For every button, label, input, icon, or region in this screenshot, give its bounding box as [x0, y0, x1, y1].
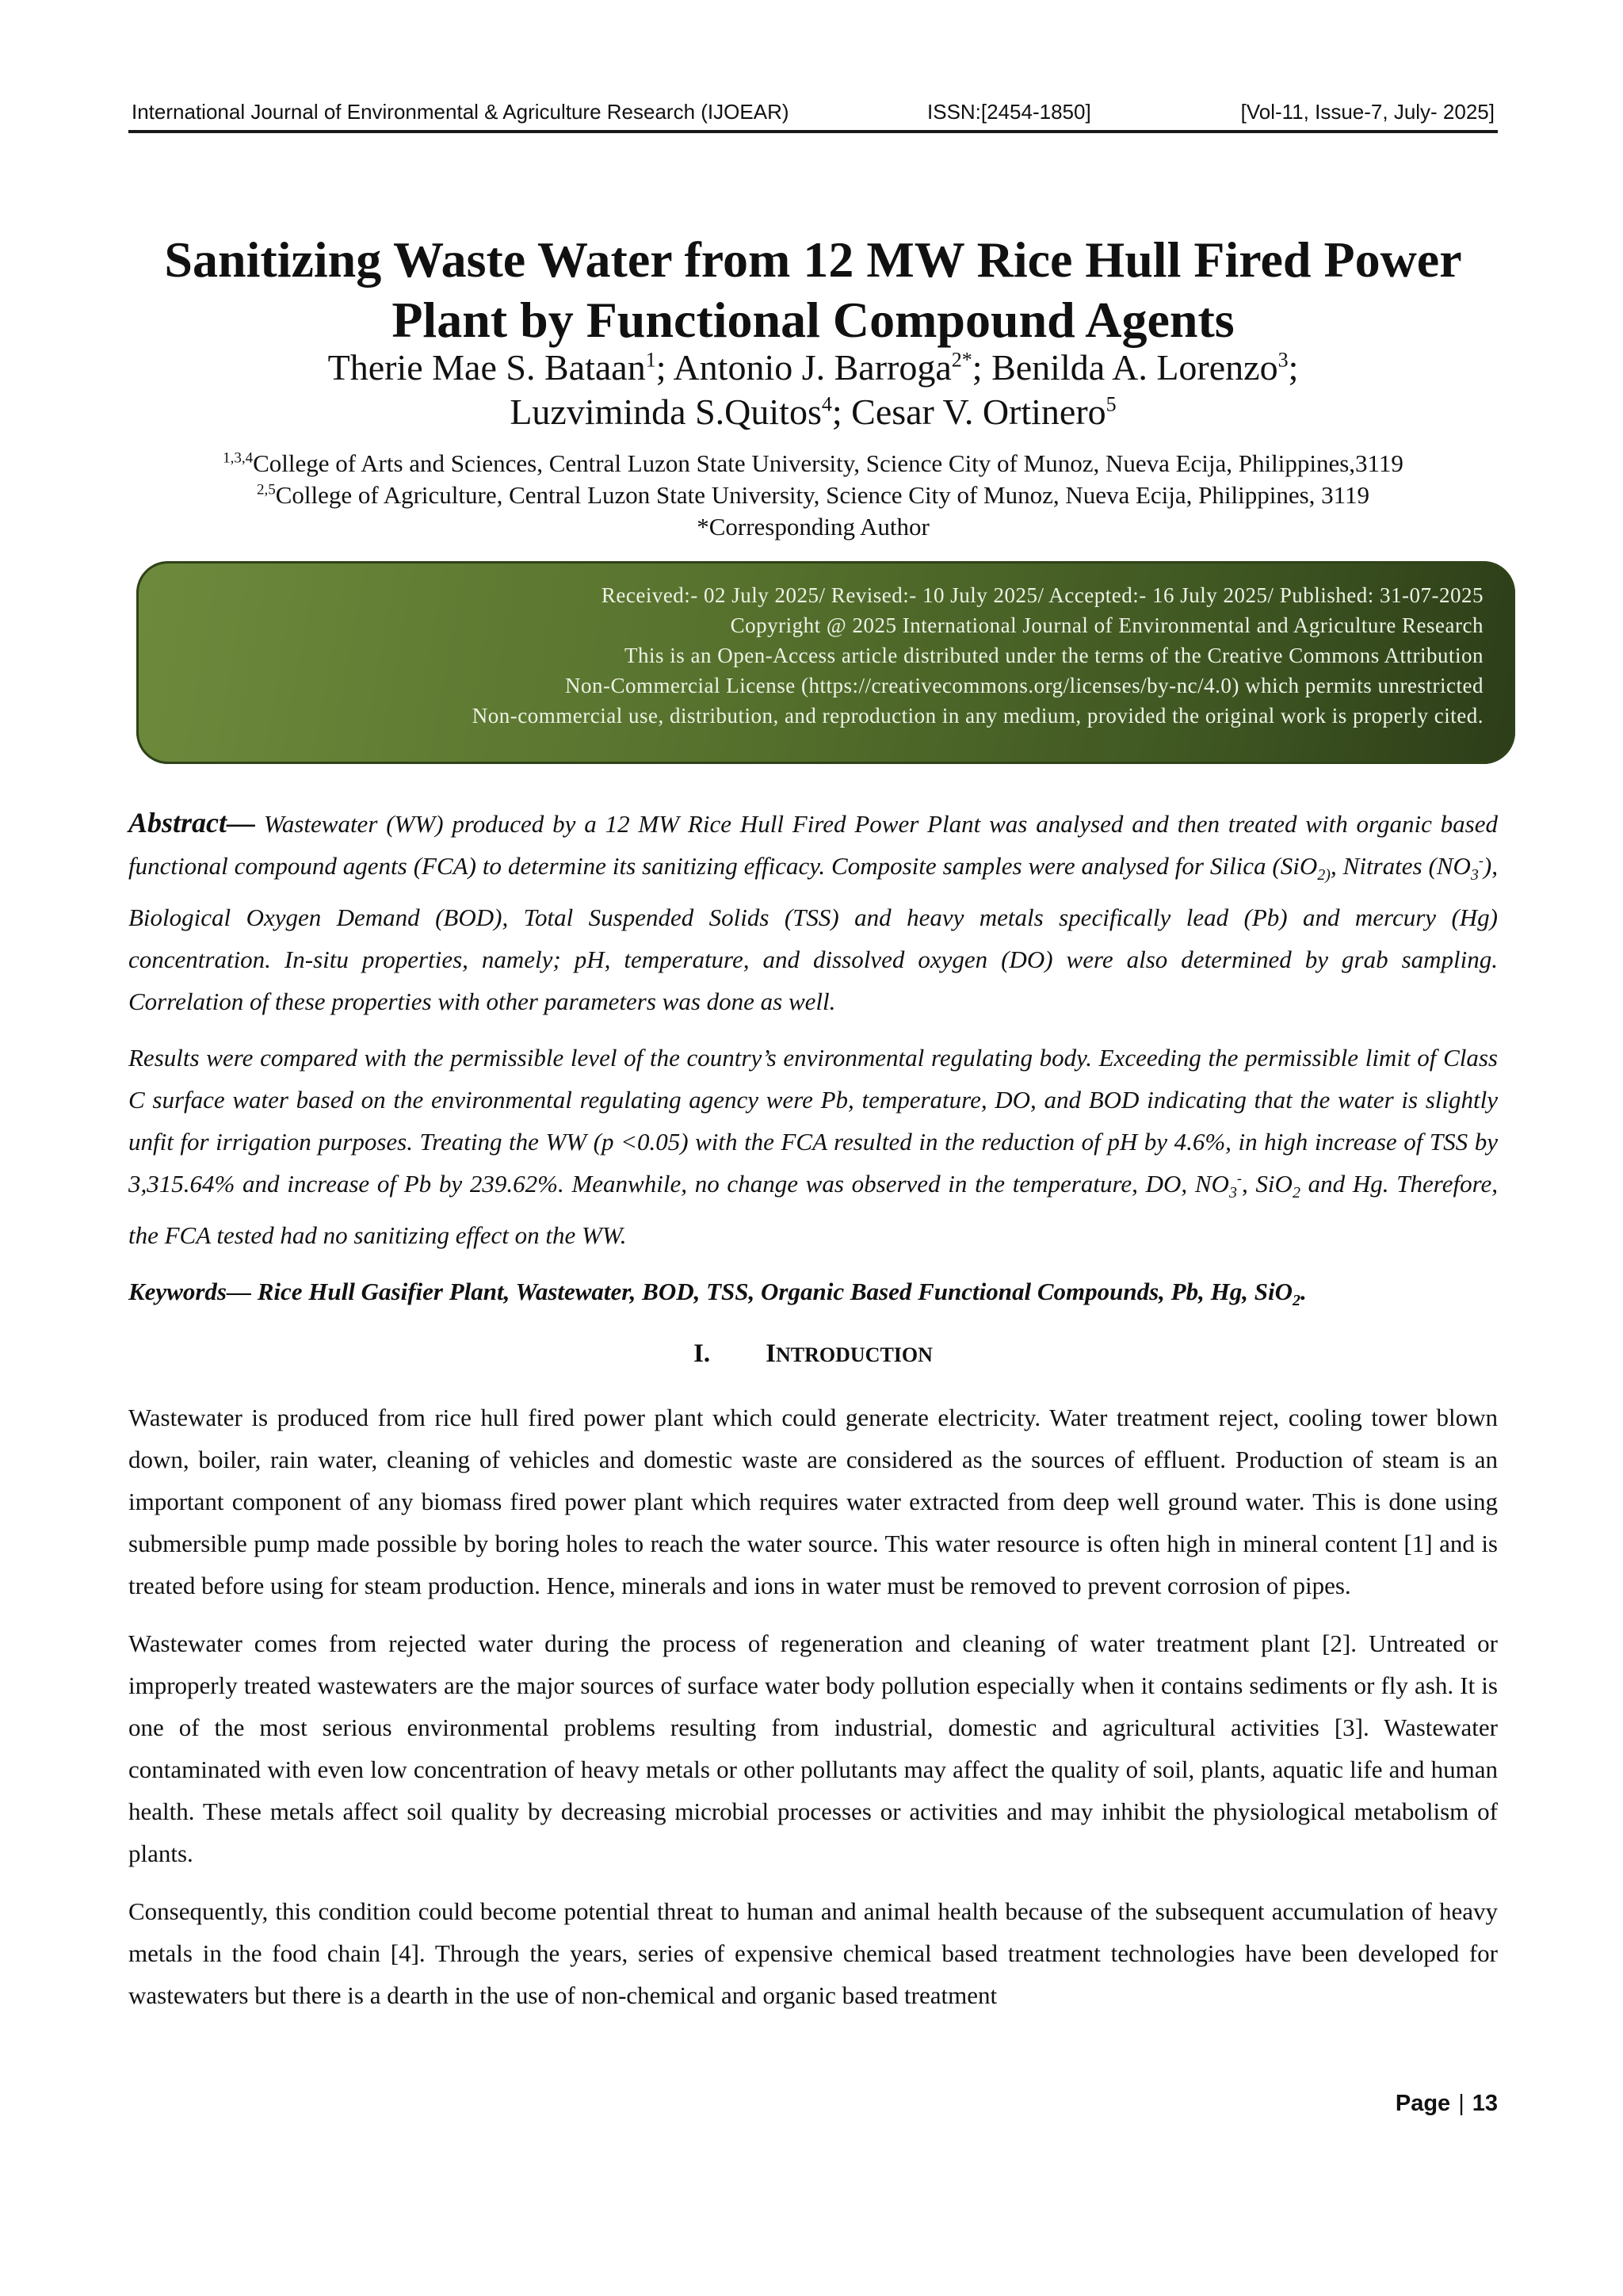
author-name: Antonio J. Barroga	[673, 347, 952, 388]
journal-name: International Journal of Environmental & Agriculture Research (IJOEAR)	[132, 100, 789, 124]
author-affiliation-mark: 5	[1106, 392, 1117, 416]
journal-volume: [Vol-11, Issue-7, July- 2025]	[1240, 100, 1495, 124]
body-text	[128, 1396, 1498, 2032]
keywords: Keywords— Rice Hull Gasifier Plant, Wastewater, BOD, TSS, Organic Based Functional Compounds, Pb, Hg, SiO$_2$.	[128, 1278, 1307, 1310]
author-name: Therie Mae S. Bataan	[327, 347, 646, 388]
affiliations	[128, 448, 1498, 543]
separator: |	[1458, 2091, 1465, 2116]
abstract-paragraph: Results were compared with the permissible level of the country’s environmental regulating body. Exceeding the permissible limit of Class C surface water based on the environmental regulating agency were Pb, temperature, DO, and BOD indicating that the water is slightly unfit for irrigation purposes. Treating the WW (p <0.05) with the FCA resulted in the reduction of pH by 4.6%, in high increase of TSS by 3,315.64% and increase of Pb by 239.62%. Meanwhile, no change was observed in the temperature, DO, $NO_3^-$, SiO$_2$ and Hg. Therefore, the FCA tested had no sanitizing effect on the WW.	[128, 1044, 1498, 1250]
running-header	[128, 95, 1498, 133]
section-heading-introduction: I. INTRODUCTION	[693, 1339, 933, 1368]
body-paragraph: Wastewater comes from rejected water during the process of regeneration and cleaning of water treatment plant [2]. Untreated or improperly treated wastewaters are the major sources of surface water body pollution especially when it contains sediments or fly ash. It is one of the most serious environmental problems resulting from industrial, domestic and agricultural activities [3]. Wastewater contaminated with even low concentration of heavy metals or other pollutants may affect the quality of soil, plants, aquatic life and human health. These metals affect soil quality by decreasing microbial processes or activities and may inhibit the physiological metabolism of plants.	[128, 1629, 1498, 1867]
author-list: Therie Mae S. Bataan$^1$; Antonio J. Barroga$^{2*}$; Benilda A. Lorenzo$^3$; Luzviminda S.Quitos$^4$; Cesar V. Ortinero$^5$	[327, 347, 1299, 432]
author-name: Luzviminda S.Quitos	[510, 392, 822, 432]
affiliation-line: $^{2,5}$College of Agriculture, Central Luzon State University, Science City of Munoz, Nueva Ecija, Philippines, 3119	[256, 481, 1370, 509]
paper-title: Sanitizing Waste Water from 12 MW Rice Hull Fired Power Plant by Functional Compound Agents	[164, 231, 1462, 348]
license-banner	[136, 561, 1515, 764]
license-line: This is an Open-Access article distributed under the terms of the Creative Commons Attribution	[624, 644, 1484, 667]
abstract-label: Abstract—	[128, 807, 256, 839]
page-number: Page | 13	[1395, 2091, 1498, 2116]
author-affiliation-mark: 2*	[951, 348, 972, 372]
body-paragraph: Consequently, this condition could become potential threat to human and animal health because of the subsequent accumulation of heavy metals in the food chain [4]. Through the years, series of expensive chemical based treatment technologies have been developed for wastewaters but there is a dearth in the use of non-chemical and organic based treatment	[128, 1897, 1498, 2009]
publication-dates: Received:- 02 July 2025/ Revised:- 10 July 2025/ Accepted:- 16 July 2025/ Published: 31-07-2025	[601, 583, 1484, 607]
author-name: Benilda A. Lorenzo	[991, 347, 1278, 388]
abstract	[128, 802, 1498, 1337]
corresponding-author-note: *Corresponding Author	[697, 513, 930, 541]
license-line: Copyright @ 2025 International Journal of Environmental and Agriculture Research	[730, 613, 1484, 637]
body-paragraph: Wastewater is produced from rice hull fired power plant which could generate electricity. Water treatment reject, cooling tower blown down, boiler, rain water, cleaning of vehicles and domestic waste are considered as the sources of effluent. Production of steam is an important component of any biomass fired power plant which requires water extracted from deep well ground water. This is done using submersible pump made possible by boring holes to reach the water source. This water resource is often high in mineral content [1] and is treated before using for steam production. Hence, minerals and ions in water must be removed to prevent corrosion of pipes.	[128, 1404, 1498, 1599]
license-line: Non-Commercial License (https://creativecommons.org/licenses/by-nc/4.0) which permits unrestricted	[565, 674, 1484, 697]
journal-issn: ISSN:[2454-1850]	[927, 100, 1091, 124]
section-number: I.	[693, 1339, 711, 1368]
license-line: Non-commercial use, distribution, and reproduction in any medium, provided the original work is properly cited.	[472, 704, 1484, 728]
author-name: Cesar V. Ortinero	[851, 392, 1106, 432]
abstract-paragraph: Abstract— Wastewater (WW) produced by a 12 MW Rice Hull Fired Power Plant was analysed and then treated with organic based functional compound agents (FCA) to determine its sanitizing efficacy. Composite samples were analysed for Silica (SiO$_{2)}$, Nitrates $(NO_3^-)$, Biological Oxygen Demand (BOD), Total Suspended Solids (TSS) and heavy metals specifically lead (Pb) and mercury (Hg) concentration. In-situ properties, namely; pH, temperature, and dissolved oxygen (DO) were also determined by grab sampling. Correlation of these properties with other parameters was done as well.	[128, 807, 1498, 1016]
author-affiliation-mark: 3	[1277, 348, 1289, 372]
affiliation-line: $^{1,3,4}$College of Arts and Sciences, Central Luzon State University, Science City of Munoz, Nueva Ecija, Philippines,3119	[223, 449, 1403, 477]
author-affiliation-mark: 1	[645, 348, 656, 372]
author-affiliation-mark: 4	[821, 392, 832, 416]
